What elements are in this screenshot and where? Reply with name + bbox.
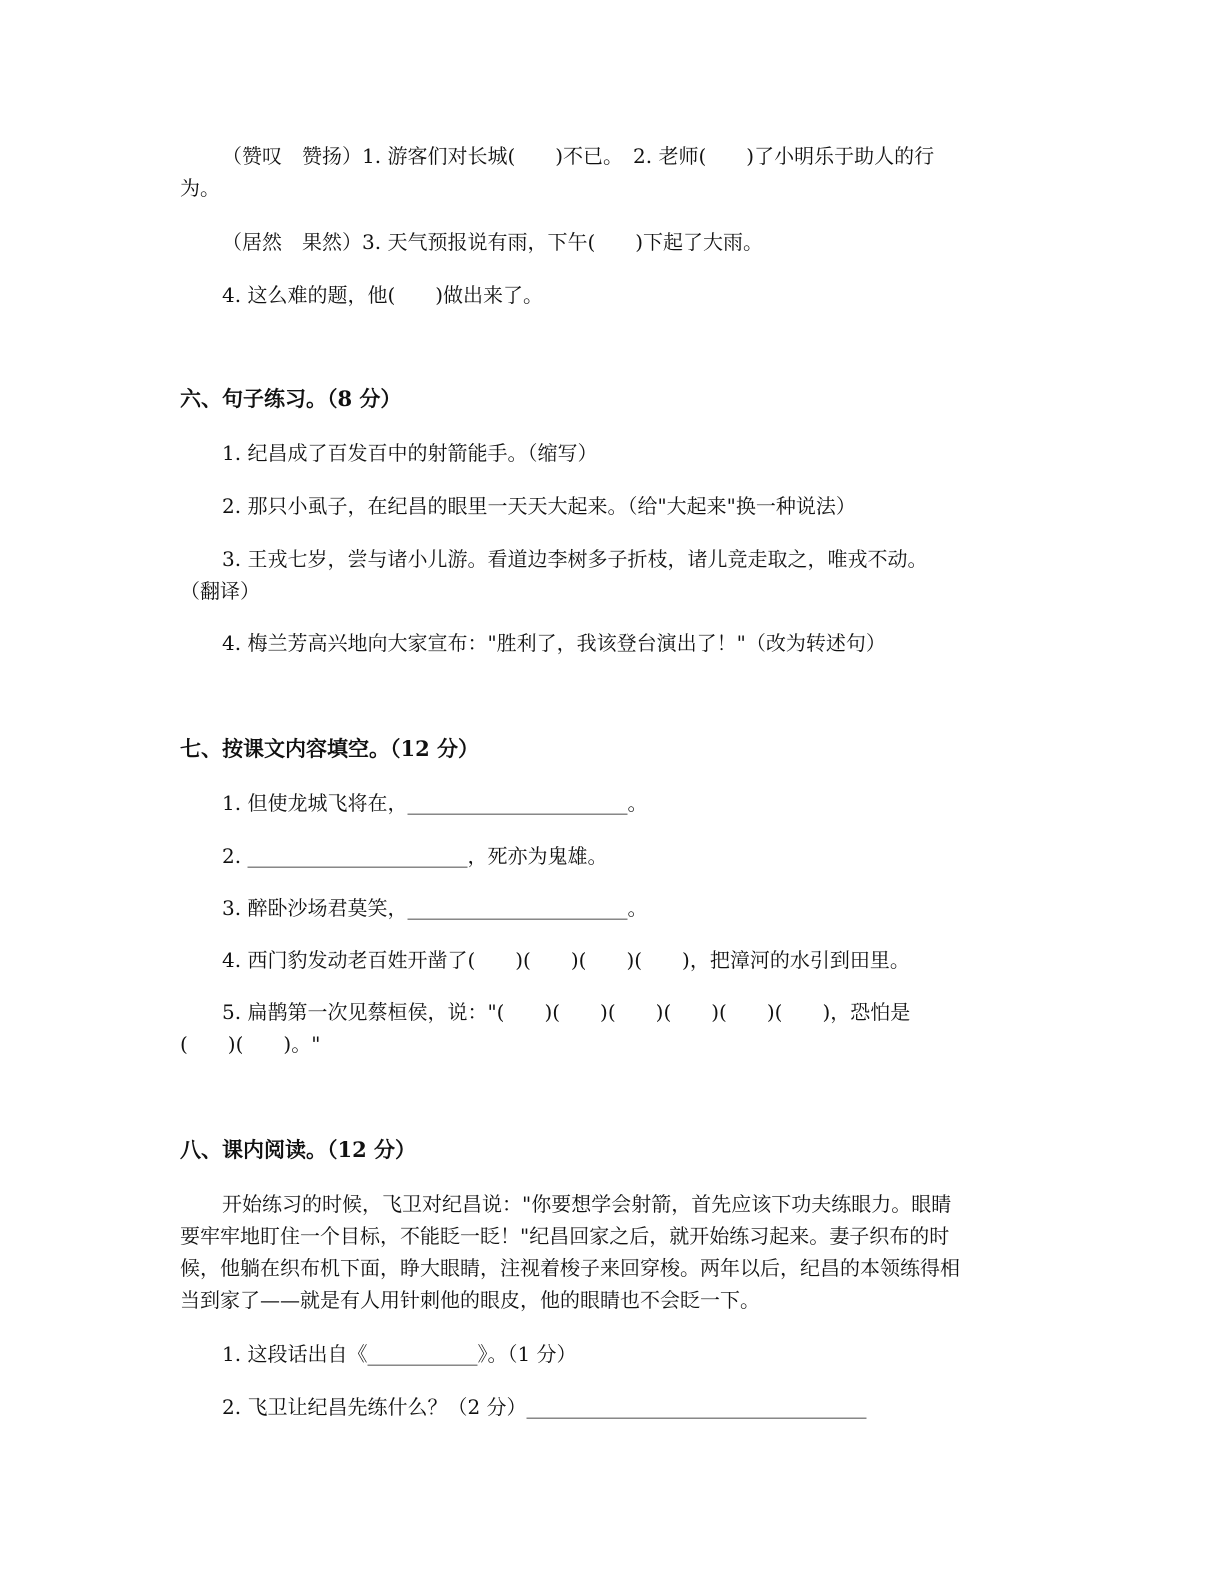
sec7-title: 七、按课文内容填空。（12 分） <box>180 736 480 761</box>
sec5-line2: （居然 果然）3. 天气预报说有雨，下午( )下起了大雨。 <box>222 230 764 254</box>
sec5-line3: 4. 这么难的题，他( )做出来了。 <box>222 283 544 307</box>
sec6-q4: 4. 梅兰芳高兴地向大家宣布："胜利了，我该登台演出了！"（改为转述句） <box>222 631 886 655</box>
sec8-passage-line4: 当到家了——就是有人用针刺他的眼皮，他的眼睛也不会眨一下。 <box>180 1288 760 1312</box>
sec7-q4: 4. 西门豹发动老百姓开凿了( )( )( )( )，把漳河的水引到田里。 <box>222 948 910 972</box>
sec8-passage-line3: 候，他躺在织布机下面，睁大眼睛，注视着梭子来回穿梭。两年以后，纪昌的本领练得相 <box>180 1256 960 1280</box>
sec6-q3-cont: （翻译） <box>180 579 260 603</box>
sec7-q3: 3. 醉卧沙场君莫笑，______________________。 <box>222 896 648 920</box>
sec8-q1: 1. 这段话出自《___________》。（1 分） <box>222 1342 577 1366</box>
sec7-q5: 5. 扁鹊第一次见蔡桓侯，说："( )( )( )( )( )( )，恐怕是 <box>222 1000 911 1024</box>
sec5-line1-cont: 为。 <box>180 176 220 200</box>
sec8-passage-line2: 要牢牢地盯住一个目标，不能眨一眨！"纪昌回家之后，就开始练习起来。妻子织布的时 <box>180 1224 950 1248</box>
sec5-line1: （赞叹 赞扬）1. 游客们对长城( )不已。 2. 老师( )了小明乐于助人的行 <box>222 144 935 168</box>
sec7-q5-cont: ( )( )。" <box>180 1032 321 1056</box>
sec6-title: 六、句子练习。（8 分） <box>180 386 402 411</box>
sec8-title: 八、课内阅读。（12 分） <box>180 1137 417 1162</box>
sec7-q2: 2. ______________________，死亦为鬼雄。 <box>222 844 608 868</box>
sec6-q2: 2. 那只小虱子，在纪昌的眼里一天天大起来。（给"大起来"换一种说法） <box>222 494 856 518</box>
sec8-passage-line1: 开始练习的时候，飞卫对纪昌说："你要想学会射箭，首先应该下功夫练眼力。眼睛 <box>222 1192 952 1216</box>
sec8-q2: 2. 飞卫让纪昌先练什么？（2 分）__________________________________ <box>222 1395 867 1419</box>
sec7-q1: 1. 但使龙城飞将在，______________________。 <box>222 791 648 815</box>
sec6-q3: 3. 王戎七岁，尝与诸小儿游。看道边李树多子折枝，诸儿竞走取之，唯戎不动。 <box>222 547 928 571</box>
sec6-q1: 1. 纪昌成了百发百中的射箭能手。（缩写） <box>222 441 598 465</box>
